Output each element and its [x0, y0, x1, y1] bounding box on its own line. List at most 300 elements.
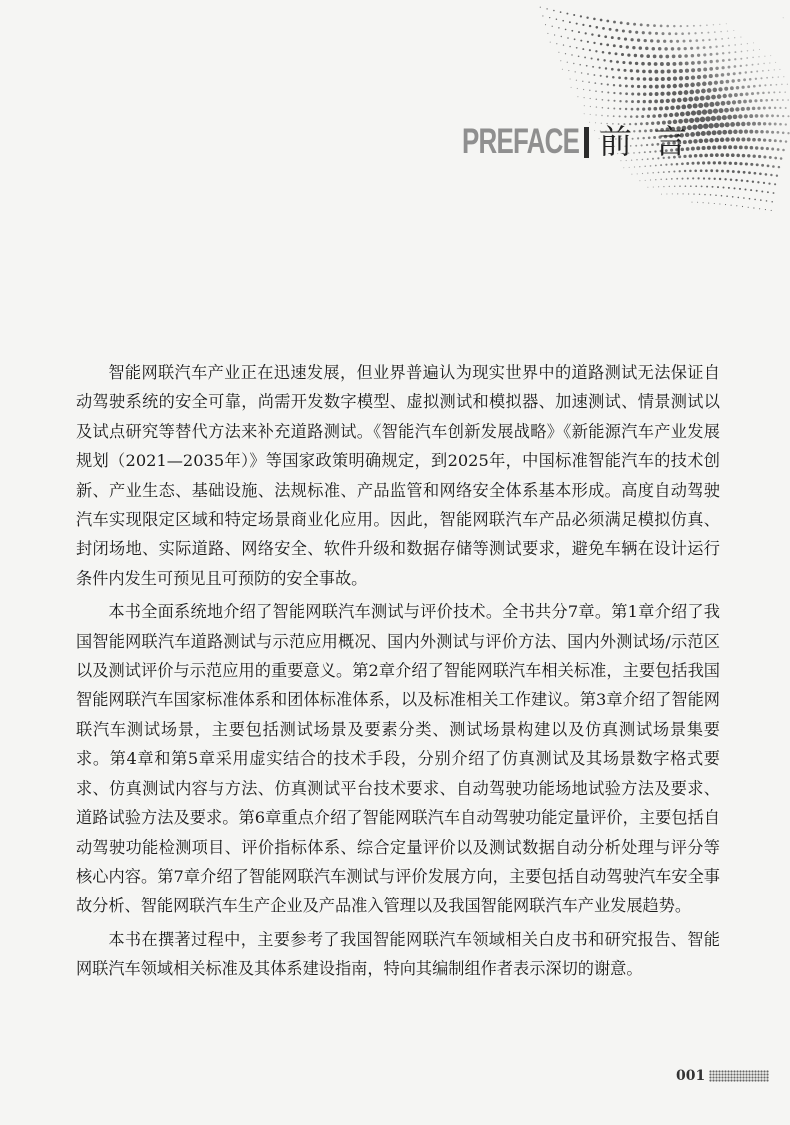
halftone-dot	[722, 115, 727, 120]
halftone-dot	[631, 174, 632, 175]
halftone-dot	[670, 40, 673, 43]
halftone-dot	[613, 84, 615, 86]
halftone-dot	[783, 17, 784, 18]
halftone-dot	[734, 51, 736, 53]
halftone-dot	[669, 186, 670, 187]
halftone-dot	[775, 62, 776, 63]
halftone-dot	[658, 47, 662, 51]
halftone-dot	[715, 67, 718, 70]
halftone-dot	[603, 59, 605, 61]
halftone-dot	[747, 154, 750, 157]
halftone-dot	[653, 187, 654, 188]
halftone-dot	[703, 60, 707, 64]
halftone-dot	[755, 146, 758, 149]
halftone-dot	[649, 77, 653, 81]
halftone-dot	[752, 64, 754, 66]
halftone-dot	[647, 62, 651, 66]
halftone-dot	[697, 54, 700, 57]
halftone-dot	[766, 77, 768, 79]
halftone-dot	[672, 193, 673, 194]
halftone-dot	[768, 91, 770, 93]
halftone-dot	[717, 130, 722, 135]
halftone-dot	[663, 186, 664, 187]
halftone-dot	[750, 71, 752, 73]
preface-title-en: PREFACE	[462, 122, 580, 161]
halftone-dot	[714, 178, 716, 180]
halftone-dot	[631, 100, 634, 103]
halftone-dot	[645, 47, 648, 50]
halftone-dot	[704, 102, 709, 107]
halftone-dot	[721, 170, 724, 173]
halftone-dot	[667, 77, 671, 81]
halftone-dot	[664, 47, 668, 51]
halftone-dot	[720, 153, 724, 157]
halftone-dot	[667, 84, 671, 88]
halftone-dot	[649, 92, 653, 96]
halftone-dot	[704, 194, 705, 195]
halftone-dot	[697, 61, 701, 65]
halftone-dot	[655, 179, 656, 180]
halftone-dot	[576, 80, 577, 81]
halftone-dot	[712, 146, 716, 150]
halftone-dot	[726, 23, 727, 24]
halftone-dot	[703, 53, 706, 56]
halftone-dot	[701, 89, 706, 94]
halftone-dot	[565, 53, 566, 54]
halftone-dot	[765, 99, 768, 102]
halftone-dot	[744, 146, 748, 150]
halftone-dot	[649, 85, 653, 89]
halftone-dot	[594, 82, 596, 84]
halftone-dot	[582, 81, 583, 82]
halftone-dot	[610, 60, 613, 63]
halftone-dot	[647, 187, 648, 188]
halftone-dot	[550, 42, 551, 43]
halftone-dot	[728, 66, 731, 69]
halftone-dot	[642, 70, 646, 74]
halftone-dot	[737, 170, 740, 173]
halftone-dot	[779, 107, 781, 109]
halftone-dot	[716, 60, 719, 63]
halftone-dot	[739, 130, 743, 134]
halftone-dot	[654, 70, 658, 74]
halftone-dot	[742, 206, 743, 207]
halftone-dot	[687, 104, 692, 109]
halftone-dot	[660, 25, 663, 28]
halftone-dot	[782, 149, 785, 152]
halftone-dot	[697, 75, 701, 79]
halftone-dot	[739, 188, 741, 190]
halftone-dot	[560, 60, 561, 61]
halftone-dot	[700, 25, 702, 27]
halftone-dot	[671, 178, 673, 180]
halftone-dot	[749, 198, 751, 200]
halftone-dot	[659, 55, 663, 59]
halftone-dot	[736, 205, 737, 206]
halftone-dot	[625, 85, 628, 88]
halftone-dot	[682, 193, 683, 194]
halftone-dot	[708, 177, 710, 179]
halftone-dot	[757, 92, 760, 95]
halftone-dot	[752, 107, 756, 111]
halftone-dot	[691, 68, 695, 72]
halftone-dot	[680, 112, 685, 117]
halftone-dot	[684, 90, 689, 95]
halftone-dot	[668, 32, 671, 35]
halftone-dot	[684, 47, 687, 50]
page-number-dot-pattern	[709, 1070, 769, 1082]
halftone-dot	[661, 84, 665, 88]
halftone-dot	[666, 99, 670, 103]
halftone-dot	[582, 48, 584, 50]
halftone-dot	[636, 69, 639, 72]
halftone-dot	[660, 99, 664, 103]
halftone-dot	[732, 170, 735, 173]
halftone-dot	[632, 46, 635, 49]
halftone-dot	[772, 165, 775, 168]
halftone-dot	[719, 203, 720, 204]
halftone-dot	[734, 93, 738, 97]
title-divider-bar	[584, 127, 589, 158]
halftone-dot	[728, 52, 730, 54]
halftone-dot	[593, 18, 596, 21]
halftone-dot	[663, 113, 667, 117]
halftone-dot	[717, 186, 719, 188]
halftone-dot	[685, 111, 690, 116]
halftone-dot	[740, 58, 742, 60]
halftone-dot	[772, 77, 774, 79]
halftone-dot	[688, 193, 689, 194]
halftone-dot	[741, 51, 743, 53]
halftone-dot	[782, 132, 785, 135]
halftone-dot	[734, 44, 736, 46]
halftone-dot	[762, 92, 765, 95]
halftone-dot	[577, 96, 578, 97]
halftone-dot	[747, 138, 751, 142]
halftone-dot	[787, 99, 789, 101]
halftone-dot	[696, 110, 701, 115]
halftone-dot	[558, 52, 559, 53]
halftone-dot	[665, 55, 669, 59]
halftone-dot	[673, 170, 675, 172]
halftone-dot	[739, 162, 742, 165]
halftone-dot	[727, 30, 728, 31]
halftone-dot	[625, 92, 628, 95]
halftone-dot	[748, 207, 749, 208]
halftone-dot	[671, 47, 674, 50]
halftone-dot	[726, 195, 728, 197]
halftone-dot	[693, 103, 698, 108]
halftone-dot	[715, 153, 719, 157]
halftone-dot	[726, 101, 730, 105]
halftone-dot	[660, 179, 661, 180]
halftone-dot	[736, 122, 741, 127]
halftone-dot	[725, 204, 726, 205]
halftone-dot	[624, 77, 627, 80]
halftone-dot	[596, 106, 597, 107]
halftone-dot	[752, 138, 756, 142]
halftone-dot	[709, 67, 713, 71]
halftone-dot	[758, 138, 762, 142]
halftone-dot	[694, 170, 697, 173]
halftone-dot	[739, 72, 742, 75]
halftone-dot	[734, 65, 737, 68]
halftone-dot	[637, 39, 640, 42]
halftone-dot	[730, 86, 734, 90]
halftone-dot	[708, 203, 709, 204]
halftone-dot	[731, 137, 735, 141]
halftone-dot	[630, 69, 633, 72]
halftone-dot	[685, 76, 689, 80]
halftone-dot	[741, 44, 742, 45]
halftone-dot	[779, 123, 782, 126]
halftone-dot	[607, 107, 609, 109]
halftone-dot	[590, 98, 591, 99]
halftone-dot	[695, 89, 700, 94]
halftone-dot	[600, 75, 602, 77]
halftone-dot	[675, 32, 678, 35]
halftone-dot	[682, 178, 684, 180]
halftone-dot	[713, 109, 718, 114]
halftone-dot	[728, 93, 732, 97]
halftone-dot	[685, 61, 689, 65]
halftone-dot	[757, 63, 759, 65]
halftone-dot	[625, 108, 627, 110]
halftone-dot	[785, 107, 787, 109]
halftone-dot	[598, 34, 601, 37]
halftone-dot	[701, 185, 703, 187]
halftone-dot	[601, 91, 603, 93]
halftone-dot	[738, 197, 740, 199]
halftone-dot	[558, 27, 559, 28]
halftone-dot	[701, 32, 703, 34]
halftone-dot	[777, 148, 780, 151]
halftone-dot	[616, 60, 619, 63]
halftone-dot	[571, 87, 572, 88]
halftone-dot	[715, 195, 717, 197]
halftone-dot	[653, 107, 657, 111]
halftone-dot	[679, 185, 681, 187]
halftone-dot	[655, 92, 659, 96]
halftone-dot	[773, 192, 775, 194]
halftone-dot	[580, 15, 582, 17]
halftone-dot	[698, 177, 700, 179]
halftone-dot	[770, 84, 772, 86]
halftone-dot	[747, 85, 750, 88]
halftone-dot	[639, 166, 640, 167]
halftone-dot	[687, 177, 689, 179]
halftone-dot	[608, 99, 610, 101]
halftone-dot	[733, 30, 734, 31]
halftone-dot	[608, 52, 611, 55]
halftone-dot	[643, 92, 646, 95]
halftone-dot	[589, 90, 590, 91]
halftone-dot	[713, 24, 714, 25]
halftone-dot	[758, 155, 761, 158]
halftone-dot	[725, 137, 729, 141]
halftone-dot	[760, 147, 763, 150]
halftone-dot	[752, 122, 756, 126]
halftone-dot	[717, 94, 722, 99]
halftone-dot	[753, 155, 756, 158]
halftone-dot	[654, 62, 658, 66]
halftone-dot	[779, 69, 780, 70]
halftone-dot	[766, 114, 769, 117]
halftone-dot	[607, 115, 609, 117]
halftone-dot	[723, 145, 727, 149]
halftone-dot	[757, 107, 760, 110]
halftone-dot	[743, 197, 745, 199]
halftone-dot	[753, 85, 756, 88]
halftone-dot	[692, 177, 694, 179]
halftone-dot	[694, 32, 696, 34]
halftone-dot	[715, 101, 720, 106]
halftone-dot	[643, 100, 646, 103]
halftone-dot	[763, 63, 764, 64]
halftone-dot	[756, 190, 758, 192]
halftone-dot	[731, 153, 735, 157]
halftone-dot	[709, 74, 713, 78]
halftone-dot	[619, 92, 622, 95]
halftone-dot	[562, 20, 564, 22]
halftone-dot	[627, 53, 630, 56]
halftone-dot	[768, 70, 770, 72]
halftone-dot	[746, 180, 748, 182]
halftone-dot	[712, 186, 714, 188]
halftone-dot	[759, 172, 762, 175]
halftone-dot	[600, 43, 603, 46]
halftone-dot	[725, 122, 730, 127]
halftone-dot	[728, 45, 730, 47]
halftone-dot	[715, 46, 717, 48]
halftone-dot	[712, 130, 717, 135]
halftone-dot	[711, 95, 716, 100]
halftone-dot	[567, 62, 568, 63]
halftone-dot	[658, 172, 660, 174]
halftone-dot	[640, 23, 643, 26]
halftone-dot	[618, 76, 621, 79]
halftone-dot	[689, 40, 692, 43]
halftone-dot	[723, 187, 725, 189]
halftone-dot	[731, 205, 732, 206]
halftone-dot	[740, 37, 741, 38]
halftone-dot	[771, 210, 772, 211]
halftone-dot	[740, 65, 742, 67]
halftone-dot	[549, 17, 550, 18]
halftone-dot	[737, 79, 740, 82]
halftone-dot	[587, 73, 589, 75]
halftone-dot	[754, 199, 756, 201]
halftone-dot	[716, 53, 719, 56]
halftone-dot	[691, 61, 695, 65]
halftone-dot	[561, 36, 562, 37]
halftone-dot	[668, 171, 670, 173]
halftone-dot	[767, 191, 769, 193]
halftone-dot	[587, 41, 589, 43]
halftone-dot	[545, 24, 546, 25]
halftone-dot	[626, 46, 629, 49]
halftone-dot	[661, 77, 665, 81]
halftone-dot	[623, 69, 626, 72]
halftone-dot	[571, 30, 573, 32]
paragraph-acknowledgement: 本书在撰著过程中，主要参考了我国智能网联汽车领域相关白皮书和研究报告、智能网联汽车领域相关标准及其体系建设指南，特向其编制组作者表示深切的谢意。	[76, 929, 720, 979]
halftone-dot	[709, 46, 712, 49]
halftone-dot	[778, 166, 780, 168]
halftone-dot	[708, 39, 710, 41]
halftone-dot	[714, 203, 715, 204]
halftone-dot	[752, 181, 754, 183]
halftone-dot	[738, 100, 742, 104]
halftone-dot	[745, 71, 747, 73]
halftone-dot	[605, 67, 607, 69]
halftone-dot	[776, 99, 778, 101]
halftone-dot	[566, 13, 568, 15]
halftone-dot	[671, 98, 675, 102]
halftone-dot	[750, 189, 752, 191]
halftone-dot	[766, 200, 768, 202]
halftone-dot	[771, 201, 773, 203]
halftone-dot	[707, 32, 709, 34]
halftone-dot	[654, 99, 658, 103]
halftone-dot	[650, 39, 653, 42]
halftone-dot	[709, 102, 714, 107]
halftone-dot	[700, 169, 703, 172]
halftone-dot	[719, 178, 721, 180]
halftone-dot	[602, 51, 605, 54]
halftone-dot	[774, 183, 776, 185]
halftone-dot	[683, 97, 688, 102]
halftone-dot	[768, 122, 771, 125]
halftone-dot	[577, 88, 578, 89]
halftone-dot	[619, 108, 621, 110]
halftone-dot	[584, 56, 586, 58]
halftone-dot	[749, 99, 752, 102]
halftone-dot	[782, 99, 784, 101]
halftone-dot	[688, 32, 690, 34]
halftone-dot	[592, 66, 594, 68]
halftone-dot	[578, 55, 580, 57]
halftone-dot	[593, 42, 595, 44]
halftone-dot	[697, 68, 701, 72]
halftone-dot	[645, 180, 646, 181]
halftone-dot	[667, 69, 671, 73]
halftone-dot	[760, 114, 763, 117]
halftone-dot	[757, 122, 761, 126]
halftone-dot	[629, 61, 632, 64]
halftone-dot	[621, 53, 624, 56]
halftone-dot	[722, 45, 724, 47]
halftone-dot	[743, 100, 747, 104]
halftone-dot	[691, 75, 695, 79]
halftone-dot	[646, 24, 649, 27]
halftone-dot	[758, 56, 759, 57]
halftone-dot	[657, 40, 660, 43]
halftone-dot	[744, 114, 748, 118]
halftone-dot	[655, 32, 658, 35]
halftone-dot	[562, 69, 563, 70]
halftone-dot	[586, 65, 588, 67]
halftone-dot	[680, 25, 682, 27]
halftone-dot	[648, 107, 651, 110]
halftone-dot	[583, 89, 584, 90]
halftone-dot	[673, 69, 677, 73]
page-number: 001	[676, 1068, 706, 1084]
halftone-dot	[663, 40, 666, 43]
halftone-dot	[676, 40, 679, 43]
halftone-dot	[679, 76, 683, 80]
halftone-dot	[694, 96, 699, 101]
halftone-dot	[666, 193, 667, 194]
